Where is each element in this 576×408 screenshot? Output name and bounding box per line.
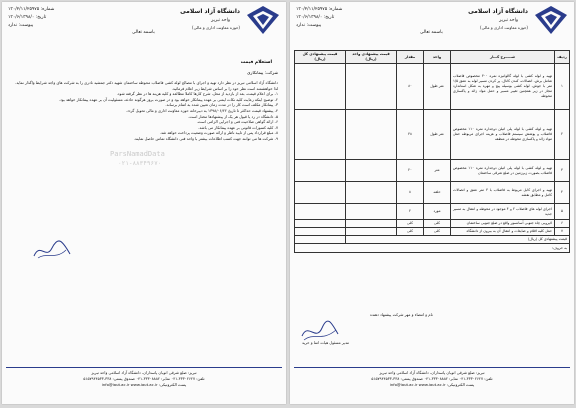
table-header-row	[295, 51, 570, 64]
row-unit-price[interactable]	[346, 228, 397, 236]
row-quantity: ۸	[397, 182, 424, 204]
row-unit: متر طول	[424, 110, 451, 160]
row-unit: کلی	[424, 228, 451, 236]
row-unit-price[interactable]	[346, 64, 397, 110]
footer-address: تبریز: ضلع شرقی اتوبان پاسداران، دانشگاه آزاد اسلامی واحد تبریز	[379, 370, 485, 375]
bidder-signature-label: نام و امضاء و مهر شرکت پیشنهاد دهنده	[370, 312, 433, 317]
letter-title: استعلام قیمت	[240, 60, 272, 65]
university-logo-icon	[246, 5, 280, 35]
table-words-row	[295, 244, 570, 253]
paragraph: دانشگاه آزاد اسلامی تبریز در نظر دارد تهیه و اجرای با مصالح لوله کشی فاضلاب محوطه ساختمان شهید دکتر جمشید نادری را به شرکت های واجد شرایط واگذار نماید.	[15, 80, 278, 85]
motto: باسمه تعالی	[132, 30, 155, 35]
department-name: (حوزه معاونت اداری و مالی)	[192, 25, 240, 30]
table-row	[295, 160, 570, 182]
row-total-price[interactable]	[295, 110, 346, 160]
words-label: به حروف:	[295, 244, 570, 253]
row-quantity: ۸۰	[397, 64, 424, 110]
row-number: ۱	[555, 64, 570, 110]
row-number: ۳	[555, 160, 570, 182]
price-inquiry-table	[294, 50, 570, 253]
footer-address: تبریز: ضلع شرقی اتوبان پاسداران، دانشگاه آزاد اسلامی واحد تبریز	[91, 370, 197, 375]
letter-attachment: پیوست: ندارد	[296, 23, 322, 28]
letter-salutation: شرکت: پیمانکاری	[247, 70, 278, 75]
row-total-price[interactable]	[295, 220, 346, 228]
letter-footer	[294, 367, 570, 400]
watermark-text: ParsNamadData	[110, 150, 165, 158]
row-description: تهیه و لوله کشی با لوله پلی اتیلن دوجداره نمره ۱۱۰ مخصوص فاضلاب و پوشش سیستم فاضلاب و هزینه اجرای مربوطه حمل مواد زائد و پاکسازی محوطه در منطقه	[451, 110, 555, 160]
row-total-price[interactable]	[295, 160, 346, 182]
row-unit: متر طول	[424, 64, 451, 110]
row-total-price[interactable]	[295, 204, 346, 220]
letter-number: شماره: ۱۳۰/۲/۱۱/۲۵۹۷۵	[296, 7, 343, 12]
letter-page-right	[290, 2, 574, 404]
letter-meta	[296, 6, 342, 30]
row-unit-price[interactable]	[346, 160, 397, 182]
letter-header	[290, 2, 574, 48]
col-header: قیمت پیشنهادی واحد (ریال)	[346, 51, 397, 64]
row-total-price[interactable]	[295, 228, 346, 236]
row-unit: کلی	[424, 220, 451, 228]
row-description: تهیه و اجرای کابل مربوط به فاضلاب با ۳ متر عمق و اتصالات کامل و مطابق نقشه	[451, 182, 555, 204]
watermark-phone: ۰۲۱-۸۸۳۴۹۶۷۰	[118, 160, 162, 167]
table-total-row	[295, 236, 570, 244]
university-logo-icon	[534, 5, 568, 35]
table-row	[295, 228, 570, 236]
row-number: ۴	[555, 182, 570, 204]
paragraph: ۳- پیمانکار مکلف است کار را در مدت زمان تعیین شده به اتمام برساند.	[165, 102, 278, 108]
footer-phone: تلفن: ۳۳۳۰۲۶۲۷-۰۴۱ نمابر: ۳۳۳۰۸۸۸۲-۰۴۱ صندوق پستی: ۳۳۸-۵۱۵۷۹۴۴۵۳۳	[371, 376, 493, 381]
total-label: قیمت پیشنهادی کل (ریال)	[346, 236, 570, 244]
row-quantity: کلی	[397, 228, 424, 236]
col-header: قیمت پیشنهادی کل (ریال)	[295, 51, 346, 64]
row-unit: مورد	[424, 204, 451, 220]
paragraph: ۶- ارائه گواهی صلاحیت فنی و اجرایی الزامی است.	[196, 119, 278, 125]
university-name: دانشگاه آزاد اسلامی	[180, 8, 240, 15]
row-unit-price[interactable]	[346, 110, 397, 160]
row-description: لایروبی چاه جنوبی آسانسور واقع در ضلع جنوبی ساختمان	[451, 220, 555, 228]
row-unit: متر	[424, 160, 451, 182]
paragraph: ۱- برای اعلام قیمت، بعد از بازدید از محل، شرح کارها کاملا مطالعه و کلیه هزینه ها در نظر گرفته شود.	[116, 91, 278, 97]
letter-page-left	[2, 2, 286, 404]
paragraph: ۲- توضیح اینکه رعایت کلیه نکات ایمنی بر عهده پیمانکار خواهد بود و در صورت بروز هرگونه حادثه، مسئولیت آن بر عهده پیمانکار خواهد بود.	[58, 96, 278, 102]
footer-phone: تلفن: ۳۳۳۰۲۶۲۷-۰۴۱ نمابر: ۳۳۳۰۸۸۸۲-۰۴۱ صندوق پستی: ۳۳۸-۵۱۵۷۹۴۴۵۳۳	[83, 376, 205, 381]
row-description: تهیه و لوله کشی با لوله پلی اتیلن دوجداره نمره ۱۱۰ مخصوص فاضلاب بصورت زیرزمین در ضلع شرقی ساختمان	[451, 160, 555, 182]
col-header: واحد	[424, 51, 451, 64]
table-row	[295, 110, 570, 160]
row-number: ۷	[555, 228, 570, 236]
letter-footer	[6, 367, 282, 400]
row-description: تهیه و لوله کشی با لوله گالوانیزه نمره ۳۰۰ مخصوص فاضلاب شامل برش، اتصالات، کندن کانال، پر کردن مسیر لوله به عمق ۱/۵ متر با جوش، لوله کشی بوسیله پیچ و مهره به شکل استاندارد مجاز در زیر همچنین تغییر مسیر و حمل مواد زائد و پاکسازی محوطه	[451, 64, 555, 110]
paragraph: ۹- شرکت ها می توانند جهت کسب اطلاعات بیشتر با واحد فنی دانشگاه تماس حاصل نمایند.	[133, 135, 278, 141]
row-number: ۶	[555, 220, 570, 228]
department-name: (حوزه معاونت اداری و مالی)	[480, 25, 528, 30]
table-row	[295, 182, 570, 204]
row-unit-price[interactable]	[346, 204, 397, 220]
row-total-price[interactable]	[295, 64, 346, 110]
table-row	[295, 220, 570, 228]
paragraph: ۷- کلیه کسورات قانونی بر عهده پیمانکار می باشد.	[198, 124, 278, 130]
row-unit-price[interactable]	[346, 220, 397, 228]
university-name: دانشگاه آزاد اسلامی	[468, 8, 528, 15]
paragraph: ۸- مبلغ قرارداد پس از تایید ناظر و ارائه صورت وضعیت پرداخت خواهد شد.	[159, 130, 278, 136]
motto: باسمه تعالی	[420, 30, 443, 35]
row-number: ۵	[555, 204, 570, 220]
row-description: حمل کلیه اقلام و ضایعات و انتقال آن به بیرون از دانشگاه	[451, 228, 555, 236]
row-description: اجرای لوله های فاضلاب ۲ و ۴ موجود در محوطه و انتقال به مسیر جدید	[451, 204, 555, 220]
footer-email: پست الکترونیکی: info@iaut.ac.ir www.iaut.ac.ir	[101, 382, 187, 387]
paragraph: ۴- پیشنهاد قیمت حداکثر تا تاریخ ۱۳۹۸/۰۶/۲۲ به دبیرخانه حوزه معاونت اداری و مالی تحویل گردد.	[125, 107, 278, 113]
letter-number: شماره: ۱۳۰/۲/۱۱/۲۵۹۷۵	[8, 7, 55, 12]
letter-date: تاریخ: ۱۳۰/۶/۱۳۹۸/۰	[296, 15, 335, 20]
row-quantity: ۲	[397, 204, 424, 220]
row-unit: حلقه	[424, 182, 451, 204]
letter-attachment: پیوست: ندارد	[8, 23, 34, 28]
letter-meta	[8, 6, 54, 30]
col-header: ردیف	[555, 51, 570, 64]
table-row	[295, 204, 570, 220]
row-quantity: ۴۸	[397, 110, 424, 160]
signer-title: مدیر مسئول هیات امنا و خرید	[302, 340, 350, 345]
paragraph: لذا خواهشمند است نظر خود را بر اساس شرایط زیر اعلام فرمائید.	[171, 85, 278, 91]
signature-scribble-icon	[32, 238, 72, 262]
row-quantity: ۲۰	[397, 160, 424, 182]
letter-date: تاریخ: ۱۳۰/۶/۱۳۹۸/۰	[8, 15, 47, 20]
total-value[interactable]	[295, 236, 346, 244]
table-row	[295, 64, 570, 110]
branch-name: واحد تبریز	[211, 18, 230, 23]
paragraph: ۵- دانشگاه در رد یا قبول هر یک از پیشنهادها مختار است.	[188, 113, 278, 119]
letter-body	[10, 80, 278, 142]
branch-name: واحد تبریز	[499, 18, 518, 23]
letter-header	[2, 2, 286, 48]
row-unit-price[interactable]	[346, 182, 397, 204]
col-header: شـــــرح کـــار	[451, 51, 555, 64]
row-number: ۲	[555, 110, 570, 160]
row-total-price[interactable]	[295, 182, 346, 204]
col-header: مقدار	[397, 51, 424, 64]
row-quantity: کلی	[397, 220, 424, 228]
footer-email: پست الکترونیکی: info@iaut.ac.ir www.iaut.ac.ir	[389, 382, 475, 387]
